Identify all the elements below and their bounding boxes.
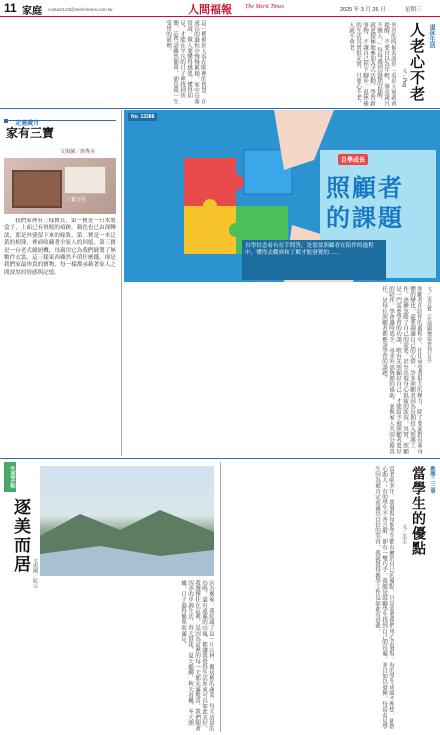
story-retirement (210, 18, 440, 108)
story-title: 當學生的優點 (410, 466, 426, 556)
divider-mid-left (121, 110, 122, 456)
issue-badge: No. 13388 (128, 113, 157, 121)
wooden-box-image (12, 170, 62, 208)
photo-label: 三寶合照 (66, 197, 87, 203)
puzzle-green-knob (229, 223, 243, 237)
treasures-photo (4, 158, 116, 214)
masthead-logo: 人間福報 (188, 3, 232, 16)
issue-weekday: 星期三 (405, 7, 422, 13)
story-title: 人老心不老 (408, 22, 426, 102)
divider-bottom (0, 458, 440, 459)
puzzle-red-knob (228, 174, 244, 190)
issue-date: 2025 年 3 月 26 日 (340, 7, 386, 13)
puzzle-yellow (184, 206, 236, 254)
story-student-strengths (222, 462, 440, 735)
story-body: 我們家裡有三樣寶貝，第一寶是一只木製盒子，上面已有斑駁的痕跡，顏色也已由深轉淡，那是外婆留下來的嫁妝。第二寶是一本泛黃的相簿，裡面收藏著全家人的回憶。第三寶是一台老式縫紉機，母親用它為我們縫製了無數件衣裳。這三樣東西雖然不值什麼錢，卻是我們家最珍貴的寶物，每一樣都承載著家人之間深厚的情感與記憶。 (4, 218, 116, 276)
kicker-marker-icon (4, 119, 8, 123)
puzzle-yellow-knob (203, 199, 217, 213)
divider-top (0, 108, 440, 109)
feature-summary: 自學信念看有在手問答，是需要照顧者在陪伴的過程中，懂得去觀察和了解才能發覺的…… (242, 240, 386, 280)
masthead-english: The Merit Times (245, 4, 285, 10)
story-living-beauty (0, 462, 218, 735)
story-title: 逐美而居 (10, 498, 30, 574)
page-number: 11 (4, 1, 17, 15)
story-title: 家有三寶 (6, 126, 55, 140)
contact-email: contact123@merit-times.com.tw (48, 7, 113, 12)
story-three-treasures (0, 110, 120, 456)
divider-bottom-middle (220, 462, 221, 732)
story-body: 當老師多年，我發現每個學生都有屬於自己的優點，只是需要我們用心去發現。有的學生成績不理想，卻熱心助人；有的學生不善言辭，卻有一雙巧手。我總是鼓勵學生找到自己的長處，並且加以發揮。每當看見學生因為被肯定而露出自信的笑容，我就覺得教學工作是如此有意義。 (374, 466, 394, 730)
story-kicker: 教學二三事 (429, 466, 435, 494)
feature-body: 照顧者在陪伴的過程中，往往承受著很大的壓力。除了要面對長輩身體的變化，還要調適自己的心情。許多照顧者因為長期投入照護工作，逐漸忽略了自己的需要，甚至出現身心俱疲的狀況。其實，照顧是一門需要學習的功課，唯有先照顧好自己，才能給予被照顧者更好的陪伴。學會適時放手，尋求外部資源的協助，並與家人共同分擔責任，是每位照顧者都應該學習的課題。 (381, 286, 422, 454)
mountain-icon (40, 466, 214, 576)
header-bar (0, 0, 440, 17)
section-name: 家庭 (22, 6, 42, 17)
story-continuation-body: 這一種被別人看在眼裡的智慧，在成長的過程中慢慢累積。家中長輩常說，做人要懂得感恩，懂得知足，才能在平凡的日子裡找到快樂。這些話雖然簡單，卻是我一生受用的道理。 (165, 20, 206, 104)
story-byline: 文與圖／阮元 (32, 558, 38, 588)
story-body: 外出的時候若說到「看到人家就會提醒，不要自以為年輕，畢竟歲月不饒人。」每每遇到這樣的提醒，就更積極地參加各式活動，學習新事物，不讓自己停下腳步。退休後的生活其實很充實，只要心不老，人就不會老。 (348, 22, 396, 106)
feature-title-line1: 照顧者 (326, 174, 404, 202)
feature-byline: 文／宋芳寶（在地關懷協會執行長） (426, 286, 432, 366)
story-kicker: 走過歲月 (4, 110, 116, 121)
story-kicker: 退休生活 (428, 24, 435, 48)
feature-title-line2: 的課題 (326, 204, 404, 232)
story-byline: 文／Peg (401, 68, 407, 88)
story-byline: 文與圖／徐秀美 (60, 149, 96, 155)
story-tag: 生活手帖 (4, 462, 16, 492)
feature-subtitle: 自學成長 (338, 154, 368, 165)
story-byline: 文／美玉 (401, 524, 407, 544)
album-image (64, 166, 106, 194)
landscape-photo (40, 466, 214, 576)
story-body: 因為搬家，我結識了這一片山林，鄰居種的蔬菜、每天清晨的鳥鳴，還有遠處的山嵐，都讓我覺得生活原來可以如此美好。我選擇住在這裡，是因為這裡的每一天都充滿驚喜。我們順著四季的步調生活，春天賞花，夏天聽蟬，秋天看楓，冬天圍爐，日子過得簡單而滿足。 (180, 580, 214, 732)
